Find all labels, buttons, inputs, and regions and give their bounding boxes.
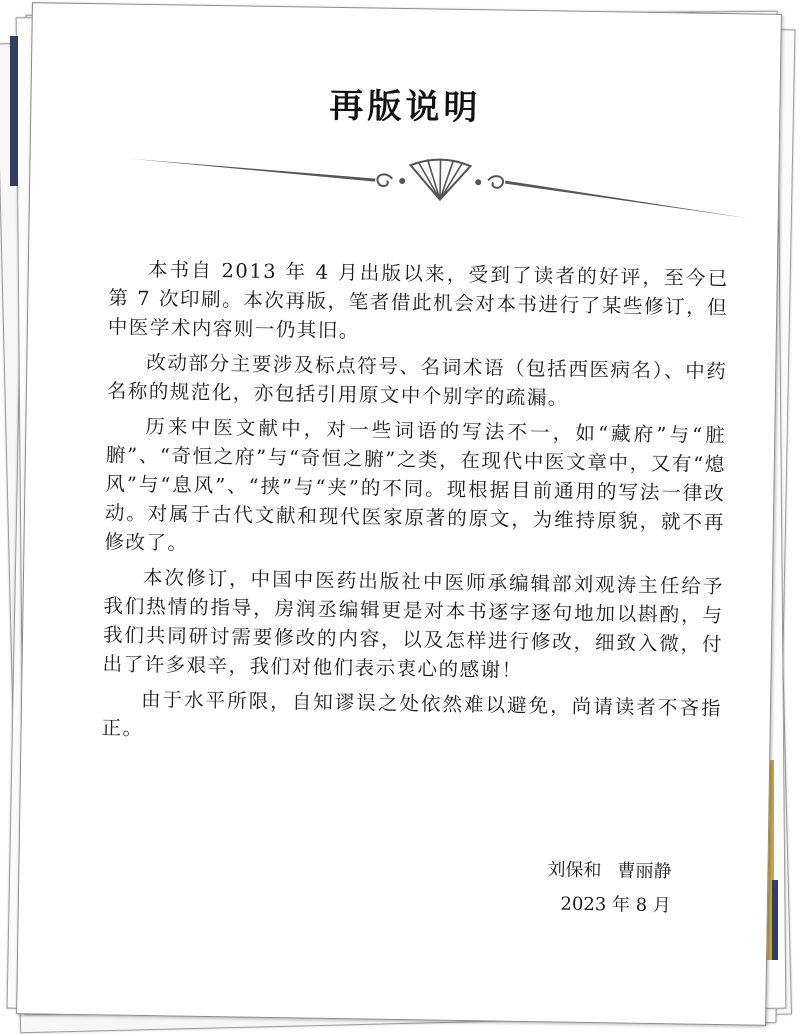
paragraph-1: 本书自 2013 年 4 月出版以来，受到了读者的好评，至今已第 7 次印刷。本次再版，笔者借此机会对本书进行了某些修订，但中医学术内容则一仍其旧。 — [107, 258, 729, 343]
author-1: 刘保和 — [547, 859, 602, 882]
fan-ornament-icon — [130, 145, 751, 225]
paragraph-5: 由于水平所限，自知谬误之处依然难以避免，尚请读者不吝指正。 — [101, 687, 723, 741]
paragraph-2: 改动部分主要涉及标点符号、名词术语（包括西医病名）、中药名称的规范化，亦包括引用原文中个别字的疏漏。 — [106, 351, 728, 410]
paragraph-4: 本次修订，中国中医药出版社中医师承编辑部刘观涛主任给予我们热情的指导，房润丞编辑更是对本书逐字逐句地加以斟酌，与我们共同研讨需要修改的内容，以及怎样进行修改，细致入微，付出了许多艰辛，我们对他们表示衷心的感谢！ — [102, 565, 725, 682]
cover-edge-right-blue — [772, 880, 778, 960]
author-names — [531, 853, 672, 889]
cover-edge-left — [10, 36, 18, 186]
signature-block — [531, 853, 672, 923]
page-title: 再版说明 — [329, 85, 482, 129]
author-2: 曹丽静 — [617, 860, 672, 883]
body-text — [101, 254, 729, 758]
signature-date: 2023 年 8 月 — [560, 893, 672, 917]
paragraph-3: 历来中医文献中，对一些词语的写法不一，如“藏府”与“脏腑”、“奇恒之府”与“奇恒之腑”之类，在现代中医文章中，又有“熄风”与“息风”、“挟”与“夹”的不同。现根据目前通用的写法一律改动。对属于古代文献和现代医家原著的原文，为维持原貌，就不再修改了。 — [104, 415, 727, 555]
document-page — [16, 2, 782, 1026]
